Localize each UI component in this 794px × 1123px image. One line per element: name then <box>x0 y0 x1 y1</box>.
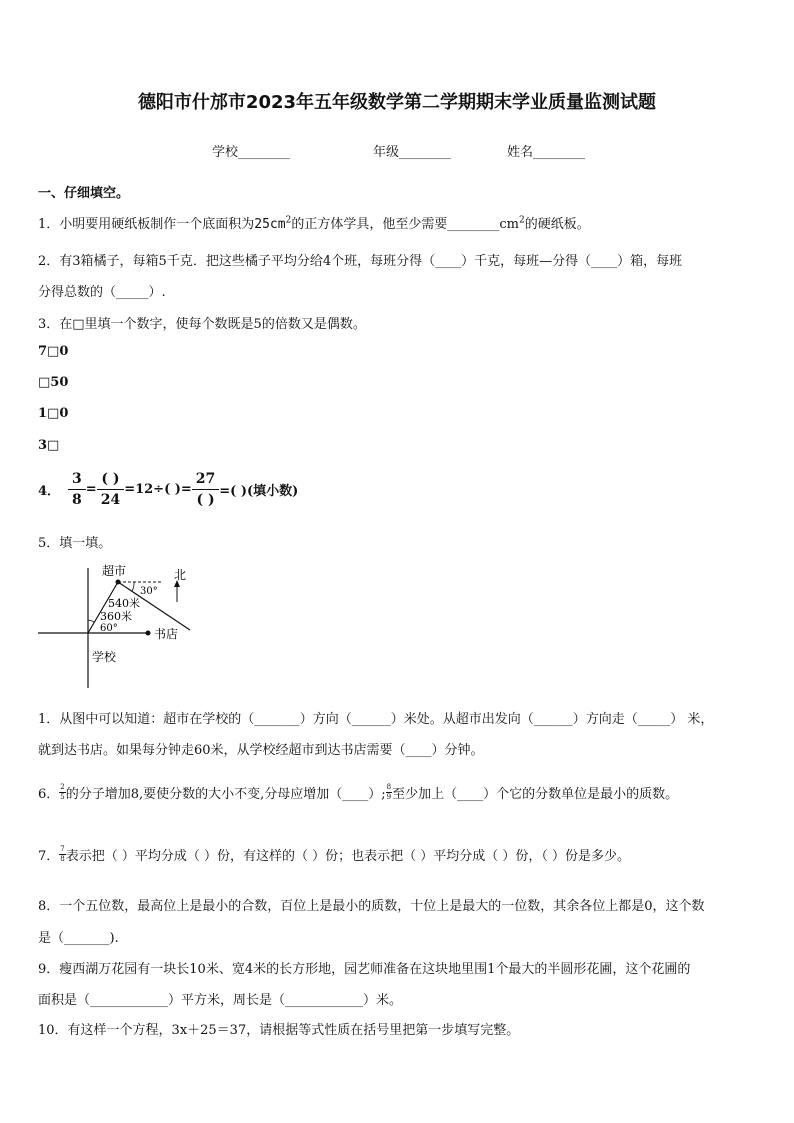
section-heading: 一、仔细填空。 <box>38 186 130 201</box>
q1-text-c: 的硬纸板。 <box>524 217 590 232</box>
q7-text: 表示把（ ）平均分成（ ）份，有这样的（ ）份；也表示把（ ）平均分成（ ）份，（ ）份是多少。 <box>65 849 631 864</box>
question-1 <box>38 213 590 232</box>
q6-f-num: 2 <box>60 783 65 791</box>
label-north: 北 <box>174 568 187 582</box>
q3-item-3: 1□0 <box>38 406 69 421</box>
q7-label: 7． <box>38 849 60 864</box>
question-9-line-2: 面积是（____________）平方米，周长是（____________）米。 <box>38 993 403 1008</box>
question-4 <box>38 472 298 507</box>
question-5: 5．填一填。 <box>38 536 112 551</box>
angle-arc-2 <box>88 620 94 622</box>
q4-fraction-3 <box>192 472 219 507</box>
q1-area-sup: 2 <box>285 215 292 226</box>
page-title: 德阳市什邡市2023年五年级数学第二学期期末学业质量监测试题 <box>137 92 657 113</box>
q1-unit: cm <box>499 217 519 232</box>
question-2-line-2: 分得总数的（_____）. <box>38 285 166 300</box>
q6-f-den: 5 <box>60 793 65 801</box>
q3-item-2: □50 <box>38 375 69 390</box>
q4-tail: =( )(填小数) <box>219 484 299 499</box>
q4-f2-num: ( ) <box>97 472 123 490</box>
label-angle-60: 60° <box>100 623 118 634</box>
name-field[interactable]: 姓名________ <box>507 145 586 160</box>
label-supermarket: 超市 <box>102 564 127 578</box>
q1-text-b: 的正方体学具，他至少需要________ <box>291 217 500 232</box>
q7-f-den: 8 <box>60 855 65 863</box>
q4-f3-num: 27 <box>192 472 219 490</box>
q4-mid: =12÷( )= <box>124 482 192 497</box>
q1-text-a: 1．小明要用硬纸板制作一个底面积为 <box>38 217 255 232</box>
q4-f1-den: 8 <box>72 492 82 508</box>
q6-text-b: 至少加上（____）个它的分数单位是最小的质数。 <box>392 787 679 802</box>
q4-f3-den: ( ) <box>196 492 215 508</box>
angle-arc-1 <box>132 582 134 591</box>
question-8-line-2: 是（_______). <box>38 931 119 946</box>
supermarket-point <box>116 580 121 585</box>
question-5-1-line-2: 就到达书店。如果每分钟走60米，从学校经超市到达书店需要（____）分钟。 <box>38 743 484 758</box>
direction-diagram <box>30 560 210 692</box>
label-angle-30: 30° <box>140 586 158 597</box>
question-2-line-1: 2．有3箱橘子，每箱5千克．把这些橘子平均分给4个班，每班分得（____）千克，每班—分得（____）箱，每班 <box>38 254 683 269</box>
q4-fraction-2 <box>97 472 124 507</box>
question-6 <box>38 783 678 802</box>
label-360m: 360米 <box>100 610 132 623</box>
q6-label: 6． <box>38 787 60 802</box>
question-9-line-1: 9．瘦西湖万花园有一块长10米、宽4米的长方形地，园艺师准备在这块地里围1个最大的半圆形花圃，这个花圃的 <box>38 962 691 977</box>
label-bookstore: 书店 <box>154 627 179 641</box>
school-field[interactable]: 学校________ <box>212 145 291 160</box>
label-school: 学校 <box>92 650 117 664</box>
q1-unit-sup: 2 <box>518 215 525 226</box>
q4-label: 4． <box>38 484 61 499</box>
question-5-1-line-1: 1．从图中可以知道：超市在学校的（_______）方向（______）米处。从超市出发向（______）方向走（_____） 米， <box>38 712 714 727</box>
grade-field[interactable]: 年级________ <box>373 145 452 160</box>
q4-eq1: = <box>85 482 97 497</box>
q6-g-num: 8 <box>386 783 392 791</box>
q3-item-4: 3□ <box>38 438 60 453</box>
question-10: 10．有这样一个方程，3x＋25＝37，请根据等式性质在括号里把第一步填写完整。 <box>38 1023 520 1038</box>
q7-f-num: 7 <box>60 845 65 853</box>
q6-g-den: 9 <box>386 793 392 801</box>
label-540m: 540米 <box>108 597 140 610</box>
q1-area: 25cm <box>254 217 286 232</box>
question-8-line-1: 8．一个五位数，最高位上是最小的合数，百位上是最小的质数，十位上是最大的一位数，其余各位上都是0，这个数 <box>38 899 705 914</box>
q4-f2-den: 24 <box>100 492 121 508</box>
q6-text-a: 的分子增加8,要使分数的大小不变,分母应增加（____）; <box>65 787 386 802</box>
question-7 <box>38 845 630 864</box>
q4-fraction-1 <box>68 472 86 507</box>
bookstore-point <box>146 631 151 636</box>
q4-f1-num: 3 <box>68 472 86 490</box>
q3-item-1: 7□0 <box>38 344 69 359</box>
question-3: 3．在□里填一个数字，使每个数既是5的倍数又是偶数。 <box>38 317 366 332</box>
